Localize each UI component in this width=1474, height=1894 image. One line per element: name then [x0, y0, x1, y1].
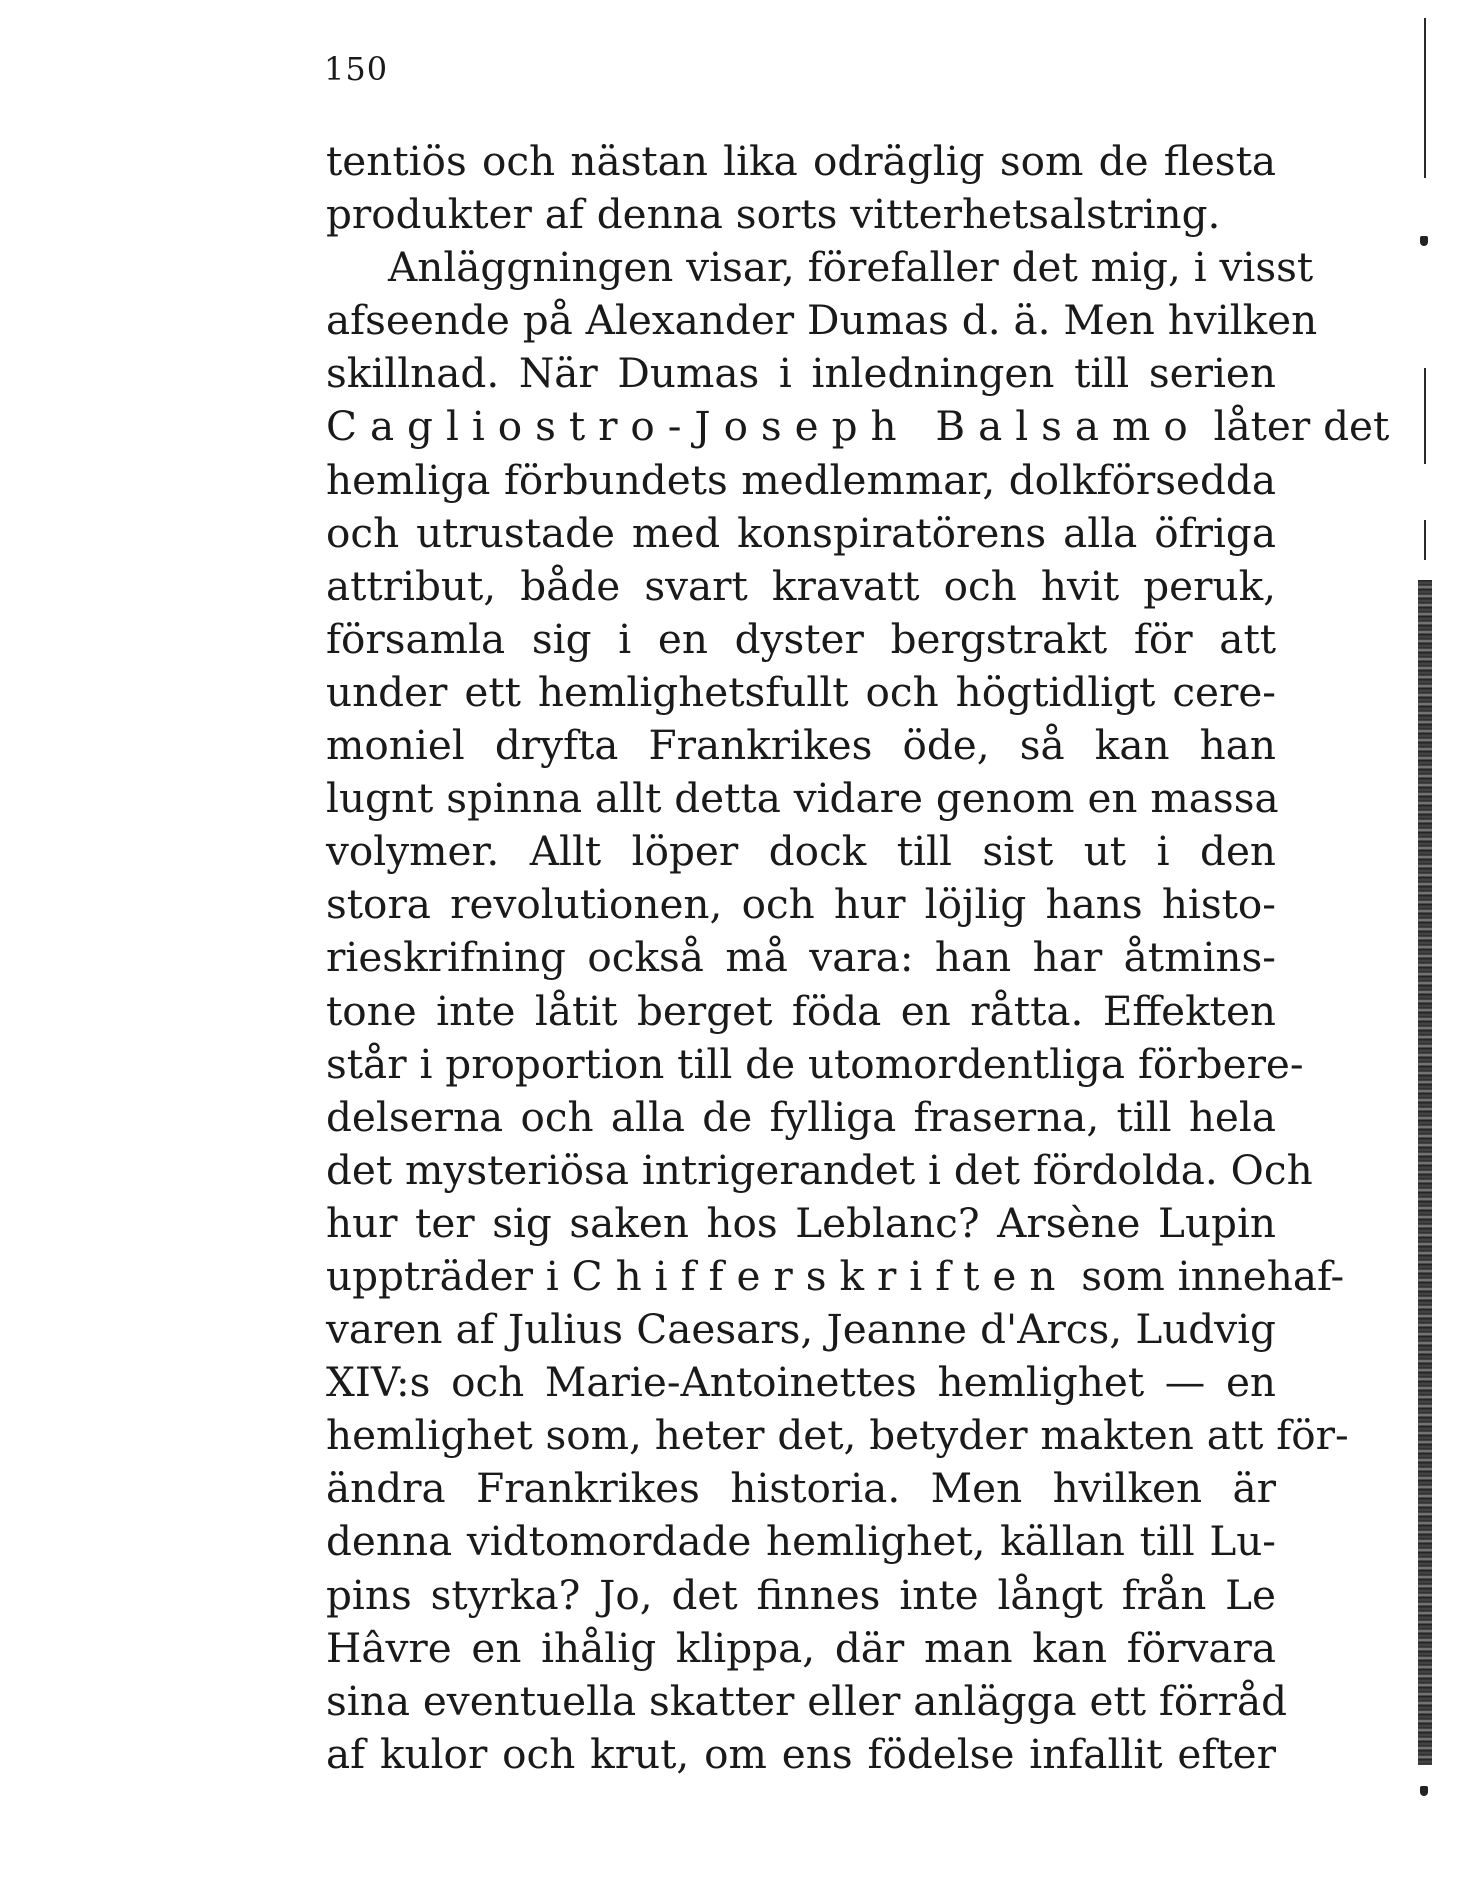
- text-fragment: uppträder i: [326, 1251, 559, 1300]
- body-text: [326, 135, 1390, 1781]
- text-line: står i proportion till de utomordentliga förbere-: [326, 1039, 1304, 1088]
- spaced-title-cagliostro: Cagliostro-Joseph Balsamo: [326, 402, 1201, 451]
- text-line: attribut, både svart kravatt och hvit peruk,: [326, 561, 1276, 610]
- text-line: denna vidtomordade hemlighet, källan till Lu-: [326, 1517, 1276, 1566]
- text-line-with-spaced-title: [326, 400, 1390, 453]
- text-line: pins styrka? Jo, det finnes inte långt från Le: [326, 1570, 1276, 1619]
- text-line: stora revolutionen, och hur löjlig hans histo-: [326, 880, 1276, 929]
- text-line: under ett hemlighetsfullt och högtidligt cere-: [326, 667, 1276, 716]
- text-line: ändra Frankrikes historia. Men hvilken är: [326, 1464, 1276, 1513]
- text-line: XIV:s och Marie-Antoinettes hemlighet — en: [326, 1358, 1276, 1407]
- page-number: 150: [324, 50, 389, 88]
- text-line: församla sig i en dyster bergstrakt för att: [326, 614, 1276, 663]
- text-line: och utrustade med konspiratörens alla öfriga: [326, 508, 1276, 557]
- text-line: skillnad. När Dumas i inledningen till serien: [326, 349, 1276, 398]
- text-line: af kulor och krut, om ens födelse infallit efter: [326, 1729, 1276, 1778]
- paragraph-start-line: Anläggningen visar, förefaller det mig, i visst: [388, 243, 1314, 292]
- text-fragment: som innehaf-: [1081, 1251, 1345, 1300]
- text-line: hemlighet som, heter det, betyder makten att för-: [326, 1411, 1349, 1460]
- spaced-title-chifferskriften: Chifferskriften: [571, 1251, 1069, 1300]
- text-line: lugnt spinna allt detta vidare genom en massa: [326, 774, 1279, 823]
- text-line-with-spaced-title: [326, 1250, 1345, 1303]
- text-line: det mysteriösa intrigerandet i det fördolda. Och: [326, 1145, 1313, 1194]
- text-line: rieskrifning också må vara: han har åtmins-: [326, 933, 1276, 982]
- text-line: produkter af denna sorts vitterhetsalstring.: [326, 190, 1221, 239]
- text-fragment: låter det: [1213, 402, 1390, 451]
- text-line: volymer. Allt löper dock till sist ut i den: [326, 827, 1276, 876]
- text-line: Hâvre en ihålig klippa, där man kan förvara: [326, 1623, 1276, 1672]
- text-line: varen af Julius Caesars, Jeanne d'Arcs, Ludvig: [326, 1305, 1276, 1354]
- text-line: delserna och alla de fylliga fraserna, till hela: [326, 1092, 1276, 1141]
- binding-edge-line-lower: [1424, 520, 1426, 560]
- binding-edge-shadow: [1418, 580, 1432, 1765]
- text-line: tentiös och nästan lika odräglig som de flesta: [326, 137, 1276, 185]
- text-line: hur ter sig saken hos Leblanc? Arsène Lupin: [326, 1198, 1276, 1247]
- binding-edge-line-middle: [1424, 368, 1426, 464]
- text-line: afseende på Alexander Dumas d. ä. Men hvilken: [326, 296, 1318, 345]
- binding-edge-line-top: [1424, 18, 1426, 178]
- binding-edge-mark: [1420, 236, 1428, 246]
- text-line: sina eventuella skatter eller anlägga ett förråd: [326, 1676, 1288, 1725]
- text-line: tone inte låtit berget föda en råtta. Effekten: [326, 986, 1276, 1035]
- text-line: hemliga förbundets medlemmar, dolkförsedda: [326, 455, 1276, 504]
- binding-edge-mark: [1420, 1786, 1428, 1796]
- text-line: moniel dryfta Frankrikes öde, så kan han: [326, 721, 1276, 770]
